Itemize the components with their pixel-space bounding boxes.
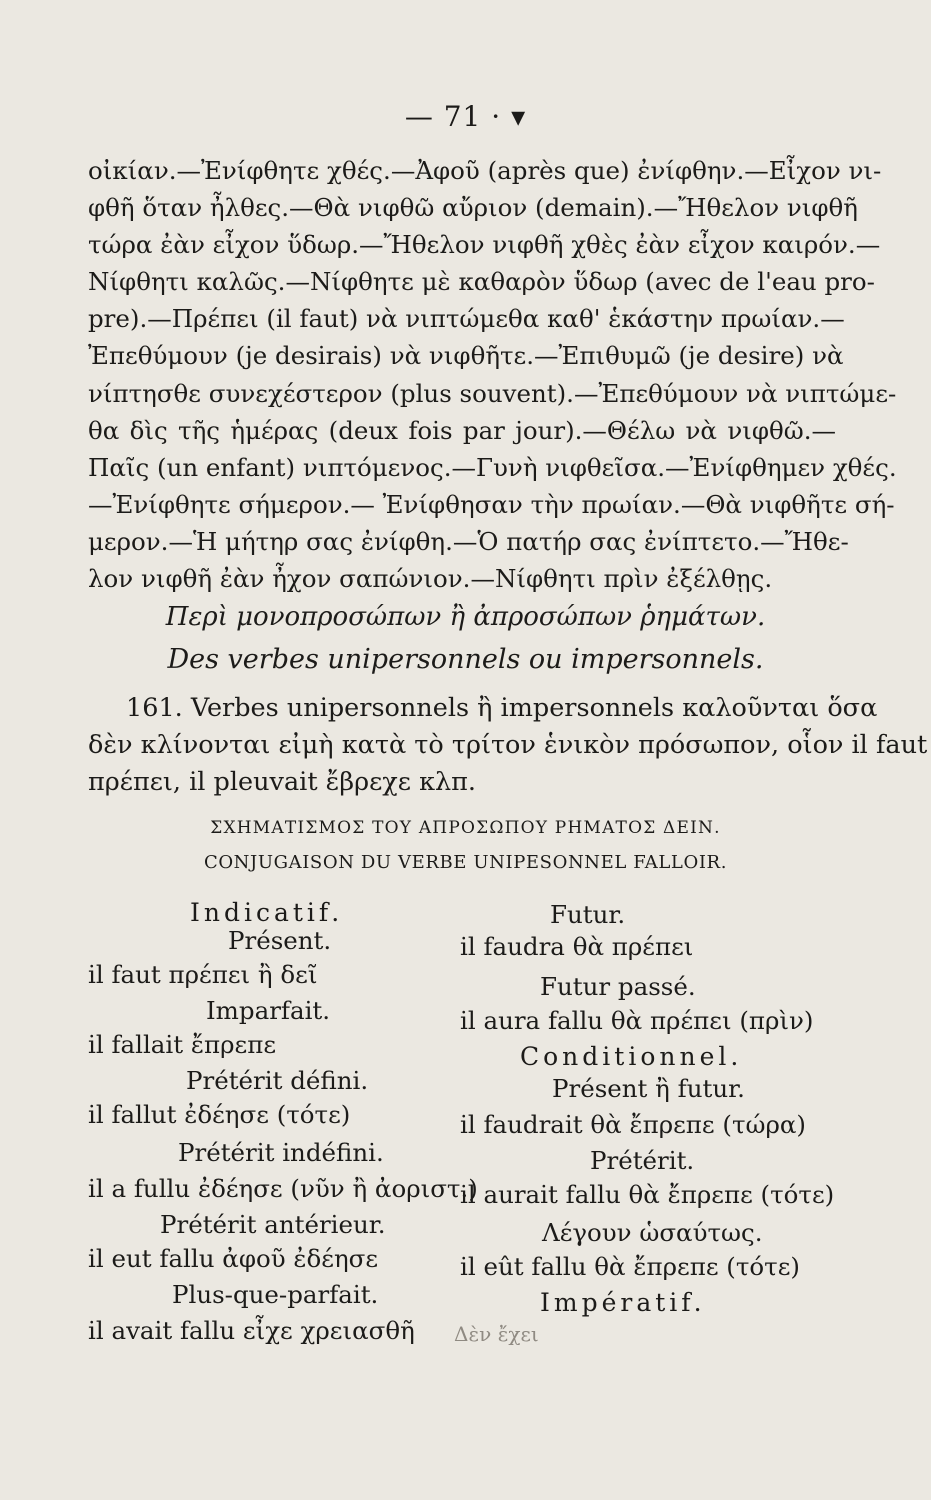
text-line: —Ἐνίφθητε σήμερον.— Ἐνίφθησαν τὴν πρωίαν.—Θὰ νιφθῆτε σή- <box>88 489 895 519</box>
text-line: φθῆ ὅταν ἦλθες.—Θὰ νιφθῶ αὔριον (demain).—Ἤθελον νιφθῆ <box>88 193 858 223</box>
tense-label: Prétérit. <box>590 1146 695 1175</box>
text-line: Παῖς (un enfant) νιπτόμενος.—Γυνὴ νιφθεῖσα.—Ἐνίφθημεν χθές. <box>88 452 897 482</box>
tense-label: Imparfait. <box>206 996 331 1025</box>
text-line: οἰκίαν.—Ἐνίφθητε χθές.—Ἀφοῦ (après que) ἐνίφθην.—Εἶχον νι- <box>88 156 882 185</box>
verb-form: il faudra θὰ πρέπει <box>460 932 694 961</box>
verb-form: il faut πρέπει ἢ δεῖ <box>88 960 318 989</box>
tense-label: Prétérit défini. <box>186 1066 369 1095</box>
text-line: νίπτησθε συνεχέστερον (plus souvent).—Ἐπεθύμουν νὰ νιπτώμε- <box>88 378 897 408</box>
verb-form: il aurait fallu θὰ ἔπρεπε (τότε) <box>460 1180 835 1209</box>
text-line: δὲν κλίνονται εἰμὴ κατὰ τὸ τρίτον ἑνικὸν πρόσωπον, οἷον il faut <box>88 730 928 760</box>
tense-label: Futur. <box>550 900 626 929</box>
tense-label: Prétérit antérieur. <box>160 1210 386 1239</box>
mood-heading-imperatif: Impératif. <box>540 1288 706 1317</box>
text-line: Νίφθητι καλῶς.—Νίφθητε μὲ καθαρὸν ὕδωρ (avec de l'eau pro- <box>88 267 875 297</box>
text-line: λον νιφθῆ ἐὰν ἦχον σαπώνιον.—Νίφθητι πρὶν ἐξέλθῃς. <box>88 564 773 594</box>
conjugation-title-french: CONJUGAISON DU VERBE UNIPESONNEL FALLOIR. <box>203 852 728 873</box>
verb-form: il fallut ἐδέησε (τότε) <box>88 1100 351 1129</box>
text-line: πρέπει, il pleuvait ἔβρεχε κλπ. <box>88 767 477 797</box>
mood-heading-indicatif: Indicatif. <box>190 898 344 927</box>
paragraph-161 <box>88 690 928 801</box>
page-number: — 71 · ▾ <box>404 100 527 133</box>
conjugation-title-greek: ΣΧΗΜΑΤΙΣΜΟΣ ΤΟΥ ΑΠΡΟΣΩΠΟΥ ΡΗΜΑΤΟΣ ΔΕΙΝ. <box>210 818 721 838</box>
text-line: 161. Verbes unipersonnels ἢ impersonnels καλοῦνται ὅσα <box>126 693 878 723</box>
tense-label: Prétérit indéfini. <box>178 1138 384 1167</box>
mood-heading-conditionnel: Conditionnel. <box>520 1042 743 1071</box>
text-line: Ἐπεθύμουν (je desirais) νὰ νιφθῆτε.—Ἐπιθυμῶ (je desire) νὰ <box>88 341 844 371</box>
verb-form: il eût fallu θὰ ἔπρεπε (τότε) <box>460 1252 800 1281</box>
section-heading-french: Des verbes unipersonnels ou impersonnels. <box>167 644 764 675</box>
verb-form: il fallait ἔπρεπε <box>88 1030 277 1059</box>
note-text: Λέγουν ὡσαύτως. <box>542 1218 763 1247</box>
section-heading-greek: Περὶ μονοπροσώπων ἢ ἀπροσώπων ῥημάτων. <box>165 602 766 632</box>
text-line: μερον.—Ἡ μήτηρ σας ἐνίφθη.—Ὁ πατήρ σας ἐνίπτετο.—Ἤθε- <box>88 526 849 556</box>
verb-form: il aura fallu θὰ πρέπει (πρὶν) <box>460 1006 814 1035</box>
tense-label: Plus-que-parfait. <box>172 1280 379 1309</box>
verb-form: il faudrait θὰ ἔπρεπε (τώρα) <box>460 1110 806 1139</box>
exercise-paragraph <box>88 152 897 597</box>
text-line: pre).—Πρέπει (il faut) νὰ νιπτώμεθα καθ' ἑκάστην πρωίαν.— <box>88 304 845 334</box>
verb-form: il a fullu ἐδέησε (νῦν ἢ ἀοριστ.) <box>88 1174 478 1203</box>
text-line: τώρα ἐὰν εἶχον ὕδωρ.—Ἤθελον νιφθῆ χθὲς ἐὰν εἶχον καιρόν.— <box>88 230 881 260</box>
note-text: Δὲν ἔχει <box>454 1322 539 1346</box>
verb-form: il eut fallu ἀφοῦ ἐδέησε <box>88 1244 379 1273</box>
tense-label: Présent. <box>228 926 332 955</box>
verb-form: il avait fallu εἶχε χρειασθῆ <box>88 1316 415 1345</box>
tense-label: Futur passé. <box>540 972 696 1001</box>
text-line: θα δὶς τῆς ἡμέρας (deux fois par jour).—Θέλω νὰ νιφθῶ.— <box>88 415 836 445</box>
tense-label: Présent ἢ futur. <box>552 1074 745 1103</box>
